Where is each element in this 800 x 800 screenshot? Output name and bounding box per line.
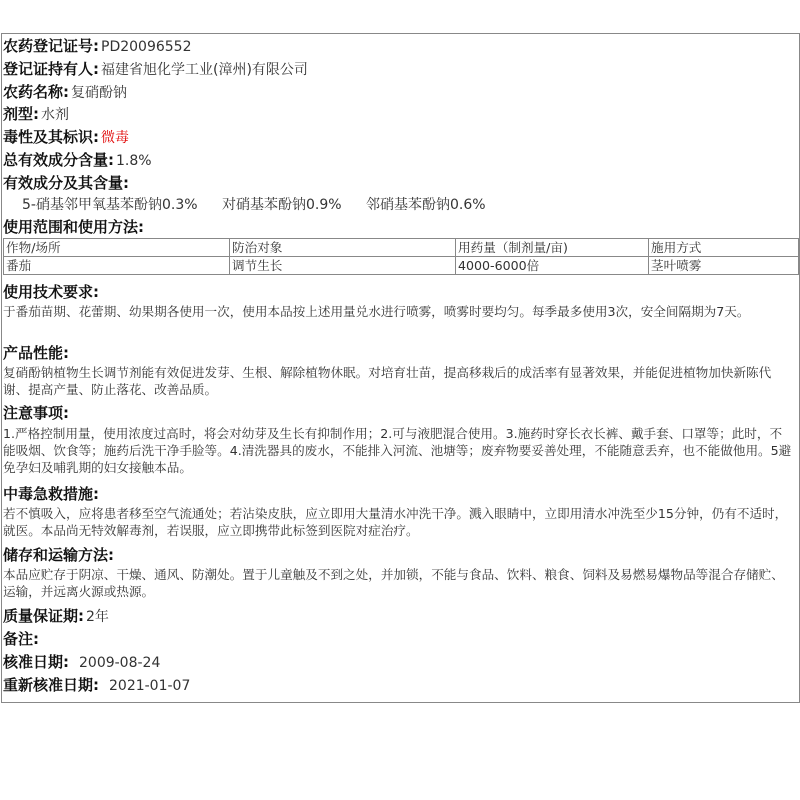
ingredient-item: 5-硝基邻甲氧基苯酚钠0.3%	[22, 197, 198, 213]
total-content-label: 总有效成分含量:	[3, 151, 114, 169]
ingredients-label: 有效成分及其含量:	[3, 174, 129, 192]
performance-text: 复硝酚钠植物生长调节剂能有效促进发芽、生根、解除植物休眠。对培育壮苗，提高移栽后的成活率有显著效果，并能促进植物加快新陈代谢、提高产量、防止落花、改善品质。	[3, 365, 772, 397]
formulation-label: 剂型:	[3, 105, 39, 123]
approval-date-label: 核准日期:	[3, 653, 69, 671]
notes-text: 1.严格控制用量，使用浓度过高时，将会对幼芽及生长有抑制作用；2.可与液肥混合使用。3.施药时穿长衣长裤、戴手套、口罩等；此时，不能吸烟、饮食等；施药后洗干净手脸等。4.清洗器具的废水，不能排入河流、池塘等；废弃物要妥善处理，不能随意丢弃，也不能做他用。5避免孕妇及哺乳期的妇女接触本品。	[3, 426, 792, 475]
formulation-row	[3, 104, 69, 125]
toxicity-row	[3, 127, 129, 148]
table-row	[4, 257, 799, 275]
toxicity-label: 毒性及其标识:	[3, 128, 99, 146]
table-header-cell: 施用方式	[649, 239, 799, 257]
warranty-row	[3, 606, 109, 627]
performance-label: 产品性能:	[3, 344, 69, 362]
pesticide-name-row	[3, 82, 127, 103]
pesticide-name-label: 农药名称:	[3, 83, 69, 101]
registration-number-row	[3, 36, 191, 57]
table-cell: 4000-6000倍	[456, 257, 649, 275]
pesticide-name-value: 复硝酚钠	[71, 85, 127, 101]
approval-date-row	[3, 652, 160, 673]
table-header-cell: 防治对象	[230, 239, 456, 257]
first-aid-row	[3, 484, 99, 504]
usage-row	[3, 217, 144, 237]
warranty-label: 质量保证期:	[3, 607, 84, 625]
usage-table	[3, 238, 799, 275]
first-aid-label: 中毒急救措施:	[3, 485, 99, 503]
storage-label: 储存和运输方法:	[3, 546, 114, 564]
remarks-row	[3, 629, 41, 650]
first-aid-text: 若不慎吸入，应将患者移至空气流通处；若沾染皮肤，应立即用大量清水冲洗干净。溅入眼睛中，立即用清水冲洗至少15分钟，仍有不适时，就医。本品尚无特效解毒剂，若误服，应立即携带此标签到医院对症治疗。	[3, 506, 788, 538]
approval-date-value: 2009-08-24	[79, 655, 161, 671]
notes-row	[3, 403, 69, 423]
tech-requirements-text: 于番茄苗期、花蕾期、幼果期各使用一次，使用本品按上述用量兑水进行喷雾，喷雾时要均匀。每季最多使用3次，安全间隔期为7天。	[3, 304, 750, 319]
notes-label: 注意事项:	[3, 404, 69, 422]
registration-number-value: PD20096552	[101, 39, 192, 55]
table-header-row	[4, 239, 799, 257]
ingredients-row	[3, 173, 129, 193]
table-cell: 番茄	[4, 257, 230, 275]
table-cell: 调节生长	[230, 257, 456, 275]
table-header-cell: 用药量（制剂量/亩)	[456, 239, 649, 257]
total-content-value: 1.8%	[116, 153, 152, 169]
reapproval-date-row	[3, 675, 190, 696]
holder-label: 登记证持有人:	[3, 60, 99, 78]
tech-requirements-row	[3, 282, 99, 302]
toxicity-value: 微毒	[101, 130, 129, 146]
holder-value: 福建省旭化学工业(漳州)有限公司	[101, 62, 308, 78]
reapproval-date-label: 重新核准日期:	[3, 676, 99, 694]
table-header-cell: 作物/场所	[4, 239, 230, 257]
registration-number-label: 农药登记证号:	[3, 37, 99, 55]
storage-row	[3, 545, 114, 565]
remarks-label: 备注:	[3, 630, 39, 648]
holder-row	[3, 59, 308, 80]
warranty-value: 2年	[86, 609, 109, 625]
formulation-value: 水剂	[41, 107, 69, 123]
ingredient-item: 邻硝基苯酚钠0.6%	[366, 197, 486, 213]
table-cell: 茎叶喷雾	[649, 257, 799, 275]
storage-text: 本品应贮存于阴凉、干燥、通风、防潮处。置于儿童触及不到之处，并加锁，不能与食品、饮料、粮食、饲料及易燃易爆物品等混合存储贮、运输，并远离火源或热源。	[3, 567, 784, 599]
total-content-row	[3, 150, 152, 171]
performance-row	[3, 343, 69, 363]
reapproval-date-value: 2021-01-07	[109, 678, 191, 694]
tech-requirements-label: 使用技术要求:	[3, 283, 99, 301]
ingredients-list	[22, 195, 506, 215]
usage-label: 使用范围和使用方法:	[3, 218, 144, 236]
ingredient-item: 对硝基苯酚钠0.9%	[221, 197, 342, 213]
